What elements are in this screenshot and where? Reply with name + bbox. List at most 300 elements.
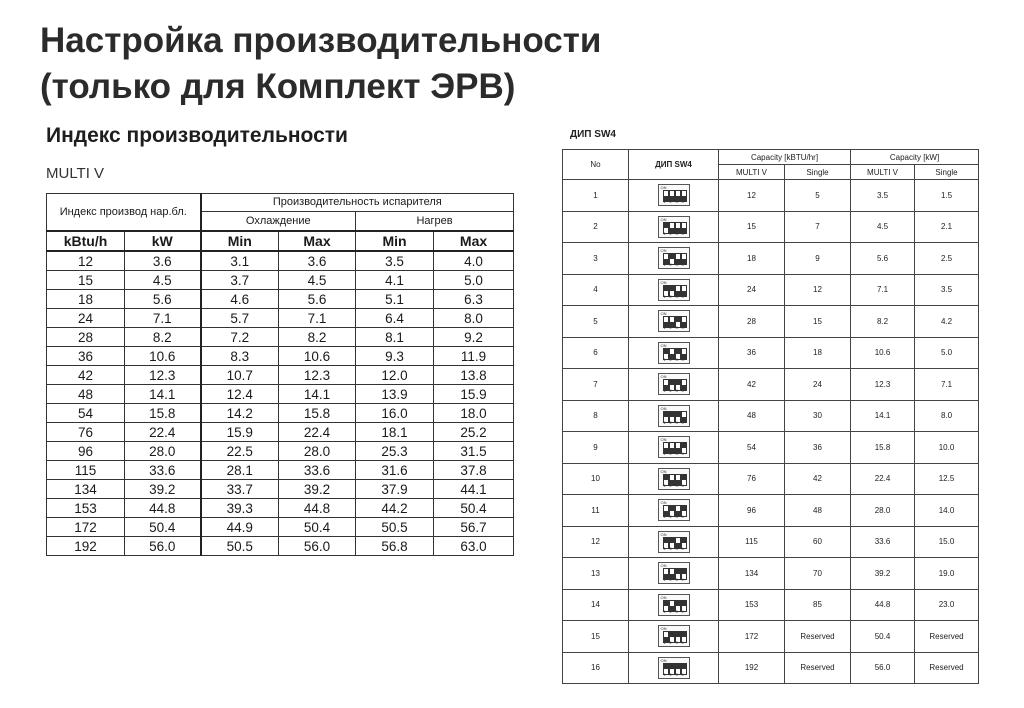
table-row xyxy=(47,271,514,290)
cell-kbtu: 42 xyxy=(47,366,125,385)
dip-switch-icon xyxy=(658,279,690,301)
dip-number: 1 xyxy=(663,482,666,488)
cell-dip xyxy=(629,463,719,495)
cell-kw-single: 19.0 xyxy=(915,558,979,590)
table-row xyxy=(563,274,979,306)
page-title-line1: Настройка производительности xyxy=(40,21,602,60)
dip-on-label: ON xyxy=(660,531,667,537)
cell-kw-single: 2.1 xyxy=(915,211,979,243)
cell-no: 7 xyxy=(563,369,629,401)
cell-kw-multiv: 28.0 xyxy=(851,495,915,527)
cell-heat-min: 50.5 xyxy=(356,518,434,537)
cell-kbtu-multiv: 153 xyxy=(719,589,785,621)
cell-kw-multiv: 39.2 xyxy=(851,558,915,590)
cell-kbtu: 172 xyxy=(47,518,125,537)
dip-number: 2 xyxy=(669,325,672,331)
dip-number: 1 xyxy=(663,608,666,614)
cell-dip xyxy=(629,369,719,401)
cell-heat-min: 9.3 xyxy=(356,347,434,366)
col-dip: ДИП SW4 xyxy=(629,150,719,180)
cell-kbtu-multiv: 42 xyxy=(719,369,785,401)
table-row xyxy=(563,558,979,590)
dip-switch-icon xyxy=(658,405,690,427)
cell-no: 4 xyxy=(563,274,629,306)
dip-number: 4 xyxy=(681,482,684,488)
dip-number: 3 xyxy=(675,514,678,520)
cell-cool-min: 5.7 xyxy=(201,309,279,328)
dip-number: 3 xyxy=(675,671,678,677)
dip-number: 2 xyxy=(669,419,672,425)
cell-cool-min: 28.1 xyxy=(201,461,279,480)
cell-no: 9 xyxy=(563,432,629,464)
cell-heat-max: 4.0 xyxy=(434,251,514,271)
dip-number: 4 xyxy=(681,230,684,236)
cell-cool-max: 8.2 xyxy=(279,328,356,347)
dip-number: 4 xyxy=(681,199,684,205)
cell-no: 5 xyxy=(563,306,629,338)
table-row xyxy=(563,337,979,369)
cell-dip xyxy=(629,495,719,527)
cell-heat-max: 9.2 xyxy=(434,328,514,347)
table-row xyxy=(563,243,979,275)
dip-number: 3 xyxy=(675,388,678,394)
cell-kbtu-single: 60 xyxy=(785,526,851,558)
cell-cool-max: 39.2 xyxy=(279,480,356,499)
cell-kw-multiv: 8.2 xyxy=(851,306,915,338)
dip-number: 4 xyxy=(681,608,684,614)
cell-dip xyxy=(629,337,719,369)
table-row xyxy=(563,306,979,338)
table-row xyxy=(47,518,514,537)
page-title xyxy=(40,18,601,110)
capacity-header: Производительность испарителя xyxy=(201,194,514,212)
cell-kbtu-multiv: 15 xyxy=(719,211,785,243)
cell-kw-multiv: 33.6 xyxy=(851,526,915,558)
dip-number: 3 xyxy=(675,640,678,646)
cell-cool-max: 10.6 xyxy=(279,347,356,366)
cell-kw-multiv: 22.4 xyxy=(851,463,915,495)
cell-kw: 12.3 xyxy=(125,366,201,385)
cell-kbtu-multiv: 28 xyxy=(719,306,785,338)
table-row xyxy=(47,537,514,556)
table-row xyxy=(563,495,979,527)
dip-on-label: ON xyxy=(660,468,667,474)
dip-number: 1 xyxy=(663,356,666,362)
cell-kw-single: 15.0 xyxy=(915,526,979,558)
cell-kbtu-multiv: 134 xyxy=(719,558,785,590)
table-row xyxy=(47,404,514,423)
col-cool-max: Max xyxy=(279,231,356,251)
col-kbtu: kBtu/h xyxy=(47,231,125,251)
cell-no: 2 xyxy=(563,211,629,243)
cell-kw: 3.6 xyxy=(125,251,201,271)
cell-kw: 50.4 xyxy=(125,518,201,537)
dip-number: 1 xyxy=(663,325,666,331)
cell-kbtu-single: 7 xyxy=(785,211,851,243)
dip-number: 2 xyxy=(669,451,672,457)
cell-kbtu-multiv: 36 xyxy=(719,337,785,369)
dip-caption: ДИП SW4 xyxy=(570,129,616,140)
cell-cool-max: 44.8 xyxy=(279,499,356,518)
cell-heat-max: 31.5 xyxy=(434,442,514,461)
dip-number: 3 xyxy=(675,419,678,425)
cell-kw-single: 8.0 xyxy=(915,400,979,432)
cell-kw-single: 3.5 xyxy=(915,274,979,306)
dip-number: 4 xyxy=(681,514,684,520)
cell-heat-min: 5.1 xyxy=(356,290,434,309)
col-cool-min: Min xyxy=(201,231,279,251)
cell-dip xyxy=(629,274,719,306)
cell-no: 13 xyxy=(563,558,629,590)
table-row xyxy=(563,369,979,401)
cell-cool-min: 14.2 xyxy=(201,404,279,423)
cell-heat-max: 11.9 xyxy=(434,347,514,366)
dip-number: 2 xyxy=(669,199,672,205)
dip-number: 4 xyxy=(681,640,684,646)
dip-number: 4 xyxy=(681,262,684,268)
cell-no: 15 xyxy=(563,621,629,653)
cell-heat-max: 6.3 xyxy=(434,290,514,309)
dip-number: 1 xyxy=(663,388,666,394)
dip-on-label: ON xyxy=(660,500,667,506)
cell-kbtu: 76 xyxy=(47,423,125,442)
cell-kbtu-multiv: 54 xyxy=(719,432,785,464)
table-row xyxy=(47,423,514,442)
dip-number: 2 xyxy=(669,577,672,583)
dip-number: 1 xyxy=(663,293,666,299)
col-heat-min: Min xyxy=(356,231,434,251)
dip-switch-icon xyxy=(658,594,690,616)
dip-switch-icon xyxy=(658,247,690,269)
cell-heat-min: 6.4 xyxy=(356,309,434,328)
table-row xyxy=(563,211,979,243)
dip-number: 3 xyxy=(675,577,678,583)
cell-cool-min: 3.1 xyxy=(201,251,279,271)
cell-kbtu-single: Reserved xyxy=(785,621,851,653)
cell-heat-max: 37.8 xyxy=(434,461,514,480)
dip-number: 3 xyxy=(675,230,678,236)
cell-kbtu-single: 12 xyxy=(785,274,851,306)
col-no: No xyxy=(563,150,629,180)
cell-cool-min: 22.5 xyxy=(201,442,279,461)
cell-kw: 10.6 xyxy=(125,347,201,366)
cell-no: 12 xyxy=(563,526,629,558)
cell-kbtu: 28 xyxy=(47,328,125,347)
cell-dip xyxy=(629,400,719,432)
cell-heat-max: 25.2 xyxy=(434,423,514,442)
dip-number: 4 xyxy=(681,545,684,551)
col-kw-multiv: MULTI V xyxy=(851,165,915,180)
table-row xyxy=(47,442,514,461)
cell-kw-multiv: 4.5 xyxy=(851,211,915,243)
cell-cool-max: 28.0 xyxy=(279,442,356,461)
cell-heat-min: 56.8 xyxy=(356,537,434,556)
cell-kw-single: 7.1 xyxy=(915,369,979,401)
dip-on-label: ON xyxy=(660,311,667,317)
dip-number: 1 xyxy=(663,514,666,520)
cell-dip xyxy=(629,652,719,684)
cell-heat-min: 25.3 xyxy=(356,442,434,461)
dip-number: 2 xyxy=(669,230,672,236)
cell-kbtu-multiv: 96 xyxy=(719,495,785,527)
cell-heat-min: 3.5 xyxy=(356,251,434,271)
cell-cool-max: 22.4 xyxy=(279,423,356,442)
col-heat-max: Max xyxy=(434,231,514,251)
table-row xyxy=(563,621,979,653)
cell-dip xyxy=(629,243,719,275)
cell-kw-multiv: 44.8 xyxy=(851,589,915,621)
dip-number: 3 xyxy=(675,482,678,488)
cell-cool-min: 12.4 xyxy=(201,385,279,404)
dip-number: 2 xyxy=(669,356,672,362)
cell-heat-max: 18.0 xyxy=(434,404,514,423)
cell-heat-min: 16.0 xyxy=(356,404,434,423)
cell-cool-max: 4.5 xyxy=(279,271,356,290)
cell-kw: 22.4 xyxy=(125,423,201,442)
dip-number: 1 xyxy=(663,577,666,583)
dip-number: 4 xyxy=(681,671,684,677)
dip-number: 3 xyxy=(675,451,678,457)
dip-number: 3 xyxy=(675,262,678,268)
cell-kw-multiv: 12.3 xyxy=(851,369,915,401)
cell-dip xyxy=(629,432,719,464)
dip-switch-icon xyxy=(658,436,690,458)
cell-heat-min: 13.9 xyxy=(356,385,434,404)
table-row xyxy=(47,385,514,404)
cell-kw: 5.6 xyxy=(125,290,201,309)
dip-number: 4 xyxy=(681,293,684,299)
cell-kw: 28.0 xyxy=(125,442,201,461)
col-kw: kW xyxy=(125,231,201,251)
cell-kw-multiv: 7.1 xyxy=(851,274,915,306)
dip-number: 3 xyxy=(675,293,678,299)
cell-cool-min: 33.7 xyxy=(201,480,279,499)
dip-number: 4 xyxy=(681,451,684,457)
dip-number: 3 xyxy=(675,325,678,331)
cell-kw: 4.5 xyxy=(125,271,201,290)
cell-kw: 39.2 xyxy=(125,480,201,499)
dip-number: 2 xyxy=(669,514,672,520)
cell-kw-single: 1.5 xyxy=(915,180,979,212)
cell-kbtu: 48 xyxy=(47,385,125,404)
cell-no: 10 xyxy=(563,463,629,495)
dip-number: 3 xyxy=(675,356,678,362)
cell-dip xyxy=(629,558,719,590)
cell-cool-min: 39.3 xyxy=(201,499,279,518)
dip-switch-icon xyxy=(658,310,690,332)
cell-kbtu-multiv: 115 xyxy=(719,526,785,558)
cell-kbtu-multiv: 76 xyxy=(719,463,785,495)
cell-kw: 8.2 xyxy=(125,328,201,347)
cell-heat-min: 18.1 xyxy=(356,423,434,442)
cell-no: 8 xyxy=(563,400,629,432)
col-kbtu-single: Single xyxy=(785,165,851,180)
cell-heat-min: 12.0 xyxy=(356,366,434,385)
cell-heat-min: 8.1 xyxy=(356,328,434,347)
cell-kw: 44.8 xyxy=(125,499,201,518)
cell-kbtu-multiv: 48 xyxy=(719,400,785,432)
cell-kw-single: 23.0 xyxy=(915,589,979,621)
cell-kbtu: 134 xyxy=(47,480,125,499)
dip-number: 2 xyxy=(669,608,672,614)
cell-kbtu: 12 xyxy=(47,251,125,271)
dip-number: 1 xyxy=(663,199,666,205)
dip-number: 1 xyxy=(663,640,666,646)
cell-heat-min: 31.6 xyxy=(356,461,434,480)
cell-kw-single: 12.5 xyxy=(915,463,979,495)
dip-on-label: ON xyxy=(660,626,667,632)
cell-heat-max: 56.7 xyxy=(434,518,514,537)
col-kw-single: Single xyxy=(915,165,979,180)
cell-kbtu-single: Reserved xyxy=(785,652,851,684)
cell-no: 3 xyxy=(563,243,629,275)
dip-number: 1 xyxy=(663,419,666,425)
multiv-label: MULTI V xyxy=(46,165,105,182)
cell-kbtu: 15 xyxy=(47,271,125,290)
cell-kbtu: 115 xyxy=(47,461,125,480)
cell-cool-max: 50.4 xyxy=(279,518,356,537)
page-title-line2: (только для Комплект ЭРВ) xyxy=(40,67,516,106)
table-row xyxy=(47,290,514,309)
cell-cool-max: 7.1 xyxy=(279,309,356,328)
cell-kbtu-multiv: 192 xyxy=(719,652,785,684)
table-row xyxy=(563,463,979,495)
cell-cool-max: 14.1 xyxy=(279,385,356,404)
cell-kw-single: 2.5 xyxy=(915,243,979,275)
cell-kw: 56.0 xyxy=(125,537,201,556)
index-header: Индекс производ нар.бл. xyxy=(47,194,201,232)
cell-kbtu-multiv: 18 xyxy=(719,243,785,275)
dip-number: 2 xyxy=(669,388,672,394)
dip-on-label: ON xyxy=(660,279,667,285)
cell-kbtu-single: 9 xyxy=(785,243,851,275)
cell-kw: 33.6 xyxy=(125,461,201,480)
col-cap-kw: Capacity [kW] xyxy=(851,150,979,165)
cell-kw: 14.1 xyxy=(125,385,201,404)
dip-on-label: ON xyxy=(660,342,667,348)
dip-number: 2 xyxy=(669,262,672,268)
cell-dip xyxy=(629,589,719,621)
dip-switch-icon xyxy=(658,468,690,490)
cell-kbtu-multiv: 24 xyxy=(719,274,785,306)
cell-heat-max: 5.0 xyxy=(434,271,514,290)
cell-no: 16 xyxy=(563,652,629,684)
col-cap-kbtu: Capacity [kBTU/hr] xyxy=(719,150,851,165)
cell-heat-max: 13.8 xyxy=(434,366,514,385)
dip-switch-icon xyxy=(658,373,690,395)
cell-dip xyxy=(629,621,719,653)
dip-on-label: ON xyxy=(660,248,667,254)
heating-header: Нагрев xyxy=(356,212,514,231)
cell-kw-multiv: 15.8 xyxy=(851,432,915,464)
dip-number: 1 xyxy=(663,262,666,268)
dip-on-label: ON xyxy=(660,216,667,222)
cell-kbtu-single: 5 xyxy=(785,180,851,212)
dip-switch-icon xyxy=(658,499,690,521)
cell-kw-multiv: 56.0 xyxy=(851,652,915,684)
dip-number: 4 xyxy=(681,419,684,425)
cell-no: 14 xyxy=(563,589,629,621)
cell-cool-min: 7.2 xyxy=(201,328,279,347)
dip-on-label: ON xyxy=(660,437,667,443)
cell-no: 1 xyxy=(563,180,629,212)
cell-heat-max: 44.1 xyxy=(434,480,514,499)
cell-dip xyxy=(629,180,719,212)
table-row xyxy=(563,400,979,432)
dip-number: 4 xyxy=(681,388,684,394)
cell-kw-multiv: 3.5 xyxy=(851,180,915,212)
cell-kw: 7.1 xyxy=(125,309,201,328)
dip-switch-icon xyxy=(658,531,690,553)
dip-switch-table xyxy=(562,149,979,684)
cell-no: 6 xyxy=(563,337,629,369)
dip-on-label: ON xyxy=(660,563,667,569)
cell-cool-max: 3.6 xyxy=(279,251,356,271)
cell-kbtu-single: 48 xyxy=(785,495,851,527)
cell-heat-max: 50.4 xyxy=(434,499,514,518)
cell-kw-single: 4.2 xyxy=(915,306,979,338)
cell-heat-max: 63.0 xyxy=(434,537,514,556)
cell-kbtu-multiv: 172 xyxy=(719,621,785,653)
dip-switch-icon xyxy=(658,657,690,679)
cell-kbtu-multiv: 12 xyxy=(719,180,785,212)
cell-kw-single: Reserved xyxy=(915,621,979,653)
dip-number: 3 xyxy=(675,199,678,205)
dip-number: 3 xyxy=(675,608,678,614)
cell-kw-multiv: 5.6 xyxy=(851,243,915,275)
cell-cool-max: 33.6 xyxy=(279,461,356,480)
dip-switch-icon xyxy=(658,342,690,364)
cell-kbtu: 54 xyxy=(47,404,125,423)
table-row xyxy=(563,526,979,558)
dip-on-label: ON xyxy=(660,374,667,380)
dip-number: 4 xyxy=(681,356,684,362)
table-row xyxy=(47,480,514,499)
dip-number: 2 xyxy=(669,293,672,299)
cell-kw-single: 10.0 xyxy=(915,432,979,464)
dip-number: 4 xyxy=(681,325,684,331)
table-row xyxy=(47,461,514,480)
cell-kbtu-single: 15 xyxy=(785,306,851,338)
dip-number: 2 xyxy=(669,671,672,677)
dip-switch-icon xyxy=(658,184,690,206)
dip-switch-icon xyxy=(658,216,690,238)
cell-cool-min: 50.5 xyxy=(201,537,279,556)
cell-kbtu-single: 36 xyxy=(785,432,851,464)
cell-dip xyxy=(629,526,719,558)
table-row xyxy=(47,499,514,518)
cell-kw-multiv: 50.4 xyxy=(851,621,915,653)
cell-kbtu-single: 18 xyxy=(785,337,851,369)
cell-kbtu-single: 70 xyxy=(785,558,851,590)
cell-heat-min: 37.9 xyxy=(356,480,434,499)
table-row xyxy=(47,366,514,385)
dip-number: 2 xyxy=(669,640,672,646)
cell-kbtu-single: 85 xyxy=(785,589,851,621)
cell-kw-multiv: 14.1 xyxy=(851,400,915,432)
cell-cool-min: 3.7 xyxy=(201,271,279,290)
dip-on-label: ON xyxy=(660,657,667,663)
cell-kw-multiv: 10.6 xyxy=(851,337,915,369)
cell-cool-max: 12.3 xyxy=(279,366,356,385)
dip-on-label: ON xyxy=(660,405,667,411)
section-subtitle: Индекс производительности xyxy=(46,124,348,147)
cell-heat-min: 44.2 xyxy=(356,499,434,518)
cell-kbtu-single: 30 xyxy=(785,400,851,432)
table-row xyxy=(563,652,979,684)
cooling-header: Охлаждение xyxy=(201,212,356,231)
cell-heat-min: 4.1 xyxy=(356,271,434,290)
